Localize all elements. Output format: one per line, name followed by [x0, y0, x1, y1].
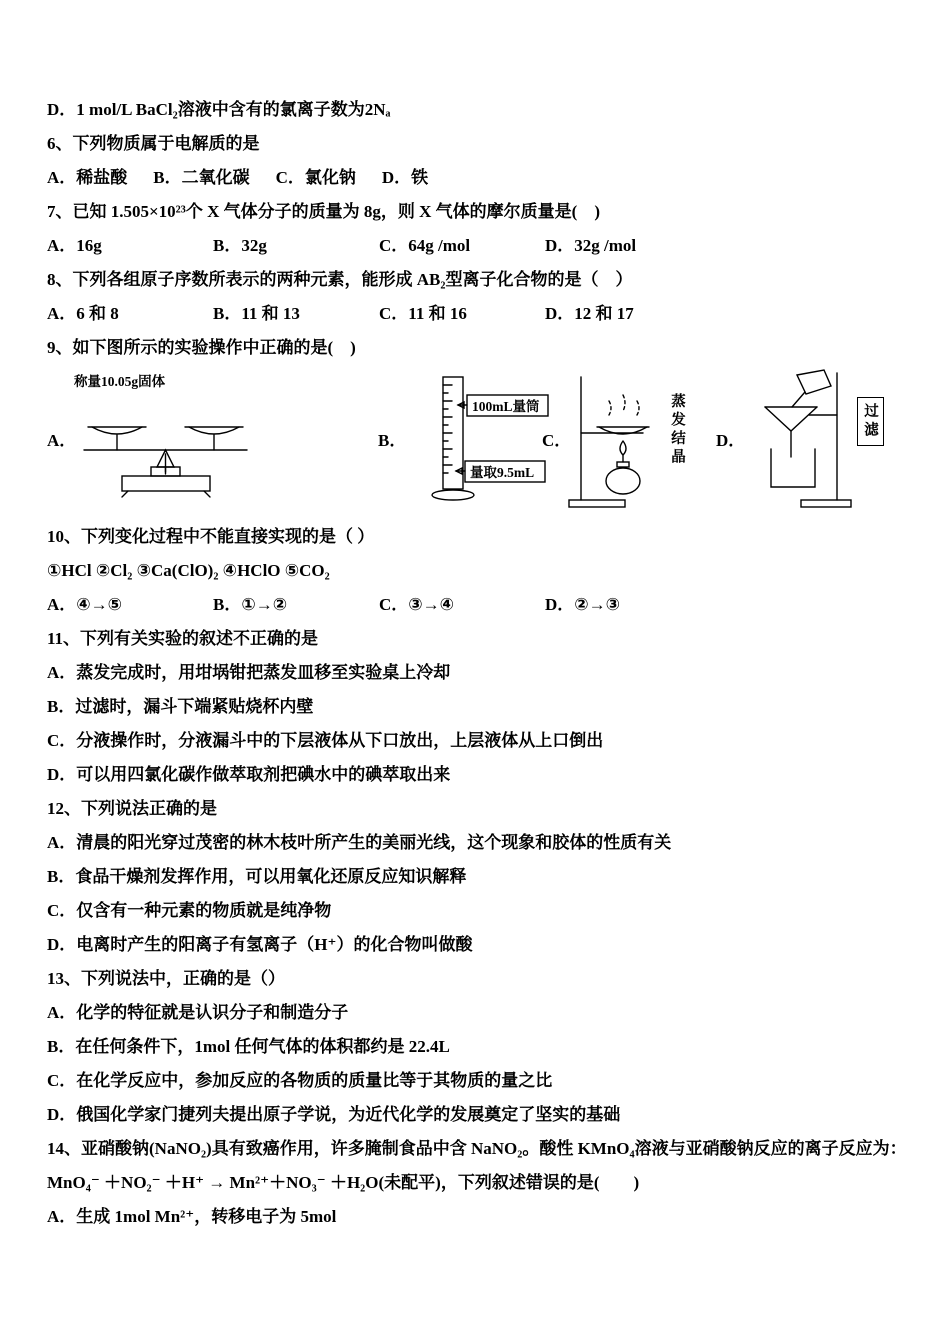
filtration-label: 过滤: [857, 397, 884, 446]
q7-option-d: D．32g /mol: [545, 236, 637, 255]
q11-option-d: D．可以用四氯化碳作做萃取剂把碘水中的碘萃取出来: [47, 765, 451, 784]
q11-stem: 11、下列有关实验的叙述不正确的是: [47, 629, 319, 648]
q11-option-c: C．分液操作时，分液漏斗中的下层液体从下口放出，上层液体从上口倒出: [47, 731, 604, 750]
q8-stem: 8、下列各组原子序数所表示的两种元素，能形成 AB₂型离子化合物的是（ ）: [47, 270, 633, 289]
q10-items: ①HCl ②Cl₂ ③Ca(ClO)₂ ④HClO ⑤CO₂: [47, 561, 330, 580]
q12-stem: 12、下列说法正确的是: [47, 799, 217, 818]
q9-figure-row: [47, 365, 910, 520]
q13-option-b: B．在任何条件下，1mol 任何气体的体积都约是 22.4L: [47, 1037, 450, 1056]
q12-option-d: D．电离时产生的阳离子有氢离子（H⁺）的化合物叫做酸: [47, 935, 473, 954]
q12-option-b: B．食品干燥剂发挥作用，可以用氧化还原反应知识解释: [47, 867, 467, 886]
q8-option-a: A．6 和 8: [47, 304, 119, 323]
evaporation-figure: [567, 371, 662, 511]
q7-stem: 7、已知 1.505×10²³个 X 气体分子的质量为 8g，则 X 气体的摩尔质量是( ): [47, 202, 601, 221]
q6-option-b: B．二氧化碳: [153, 168, 250, 187]
q13-stem: 13、下列说法中，正确的是（）: [47, 969, 285, 988]
q6-option-a: A．稀盐酸: [47, 168, 128, 187]
q10-option-c: C．③→④: [379, 595, 455, 614]
q8-option-b: B．11 和 13: [213, 304, 300, 323]
q6-options: [47, 161, 910, 195]
q13-option-a: A．化学的特征就是认识分子和制造分子: [47, 1003, 349, 1022]
q7-option-b: B．32g: [213, 236, 267, 255]
q10-options: [47, 588, 910, 622]
cylinder-read-label: 量取9.5mL: [470, 465, 535, 480]
q10-option-a: A．④→⑤: [47, 595, 123, 614]
q6-stem: 6、下列物质属于电解质的是: [47, 134, 260, 153]
q7-option-c: C．64g /mol: [379, 236, 471, 255]
q14-stem-line2: MnO₄⁻ ＋NO₂⁻ ＋H⁺ → Mn²⁺＋NO₃⁻ ＋H₂O(未配平)，下列叙述错误的是( ): [47, 1173, 640, 1192]
q10-stem: 10、下列变化过程中不能直接实现的是（ ）: [47, 527, 375, 546]
q13-option-c: C．在化学反应中，参加反应的各物质的质量比等于其物质的量之比: [47, 1071, 553, 1090]
q14-stem-line1: 14、亚硝酸钠(NaNO₂)具有致癌作用，许多腌制食品中含 NaNO₂。酸性 KMnO₄溶液与亚硝酸钠反应的离子反应为：: [47, 1139, 907, 1158]
q9-option-c-letter: C．: [542, 431, 572, 450]
q5-option-d: D．1 mol/L BaCl₂溶液中含有的氯离子数为2Nₐ: [47, 100, 391, 119]
filtration-figure: [739, 369, 854, 509]
q14-option-a: A．生成 1mol Mn²⁺，转移电子为 5mol: [47, 1207, 337, 1226]
balance-scale-figure: [72, 371, 260, 499]
q8-option-c: C．11 和 16: [379, 304, 467, 323]
q9-option-b-letter: B．: [378, 431, 407, 450]
balance-label: 称量10.05g固体: [74, 374, 166, 389]
q9-stem: 9、如下图所示的实验操作中正确的是( ): [47, 338, 356, 357]
q13-option-d: D．俄国化学家门捷列夫提出原子学说，为近代化学的发展奠定了坚实的基础: [47, 1105, 621, 1124]
q7-option-a: A．16g: [47, 236, 102, 255]
q12-option-a: A．清晨的阳光穿过茂密的林木枝叶所产生的美丽光线，这个现象和胶体的性质有关: [47, 833, 672, 852]
q9-option-a-letter: A．: [47, 431, 77, 450]
evaporation-label: 蒸发结晶: [669, 393, 685, 467]
q8-options: [47, 297, 910, 331]
q10-option-d: D．②→③: [545, 595, 621, 614]
q10-option-b: B．①→②: [213, 595, 288, 614]
q6-option-d: D．铁: [381, 168, 429, 187]
q8-option-d: D．12 和 17: [545, 304, 634, 323]
q6-option-c: C．氯化钠: [275, 168, 356, 187]
graduated-cylinder-figure: [415, 375, 550, 507]
q9-option-d-letter: D．: [716, 431, 746, 450]
q11-option-a: A．蒸发完成时，用坩埚钳把蒸发皿移至实验桌上冷却: [47, 663, 451, 682]
cylinder-label: 100mL量筒: [472, 399, 540, 414]
q12-option-c: C．仅含有一种元素的物质就是纯净物: [47, 901, 332, 920]
q11-option-b: B．过滤时，漏斗下端紧贴烧杯内壁: [47, 697, 314, 716]
q7-options: [47, 229, 910, 263]
